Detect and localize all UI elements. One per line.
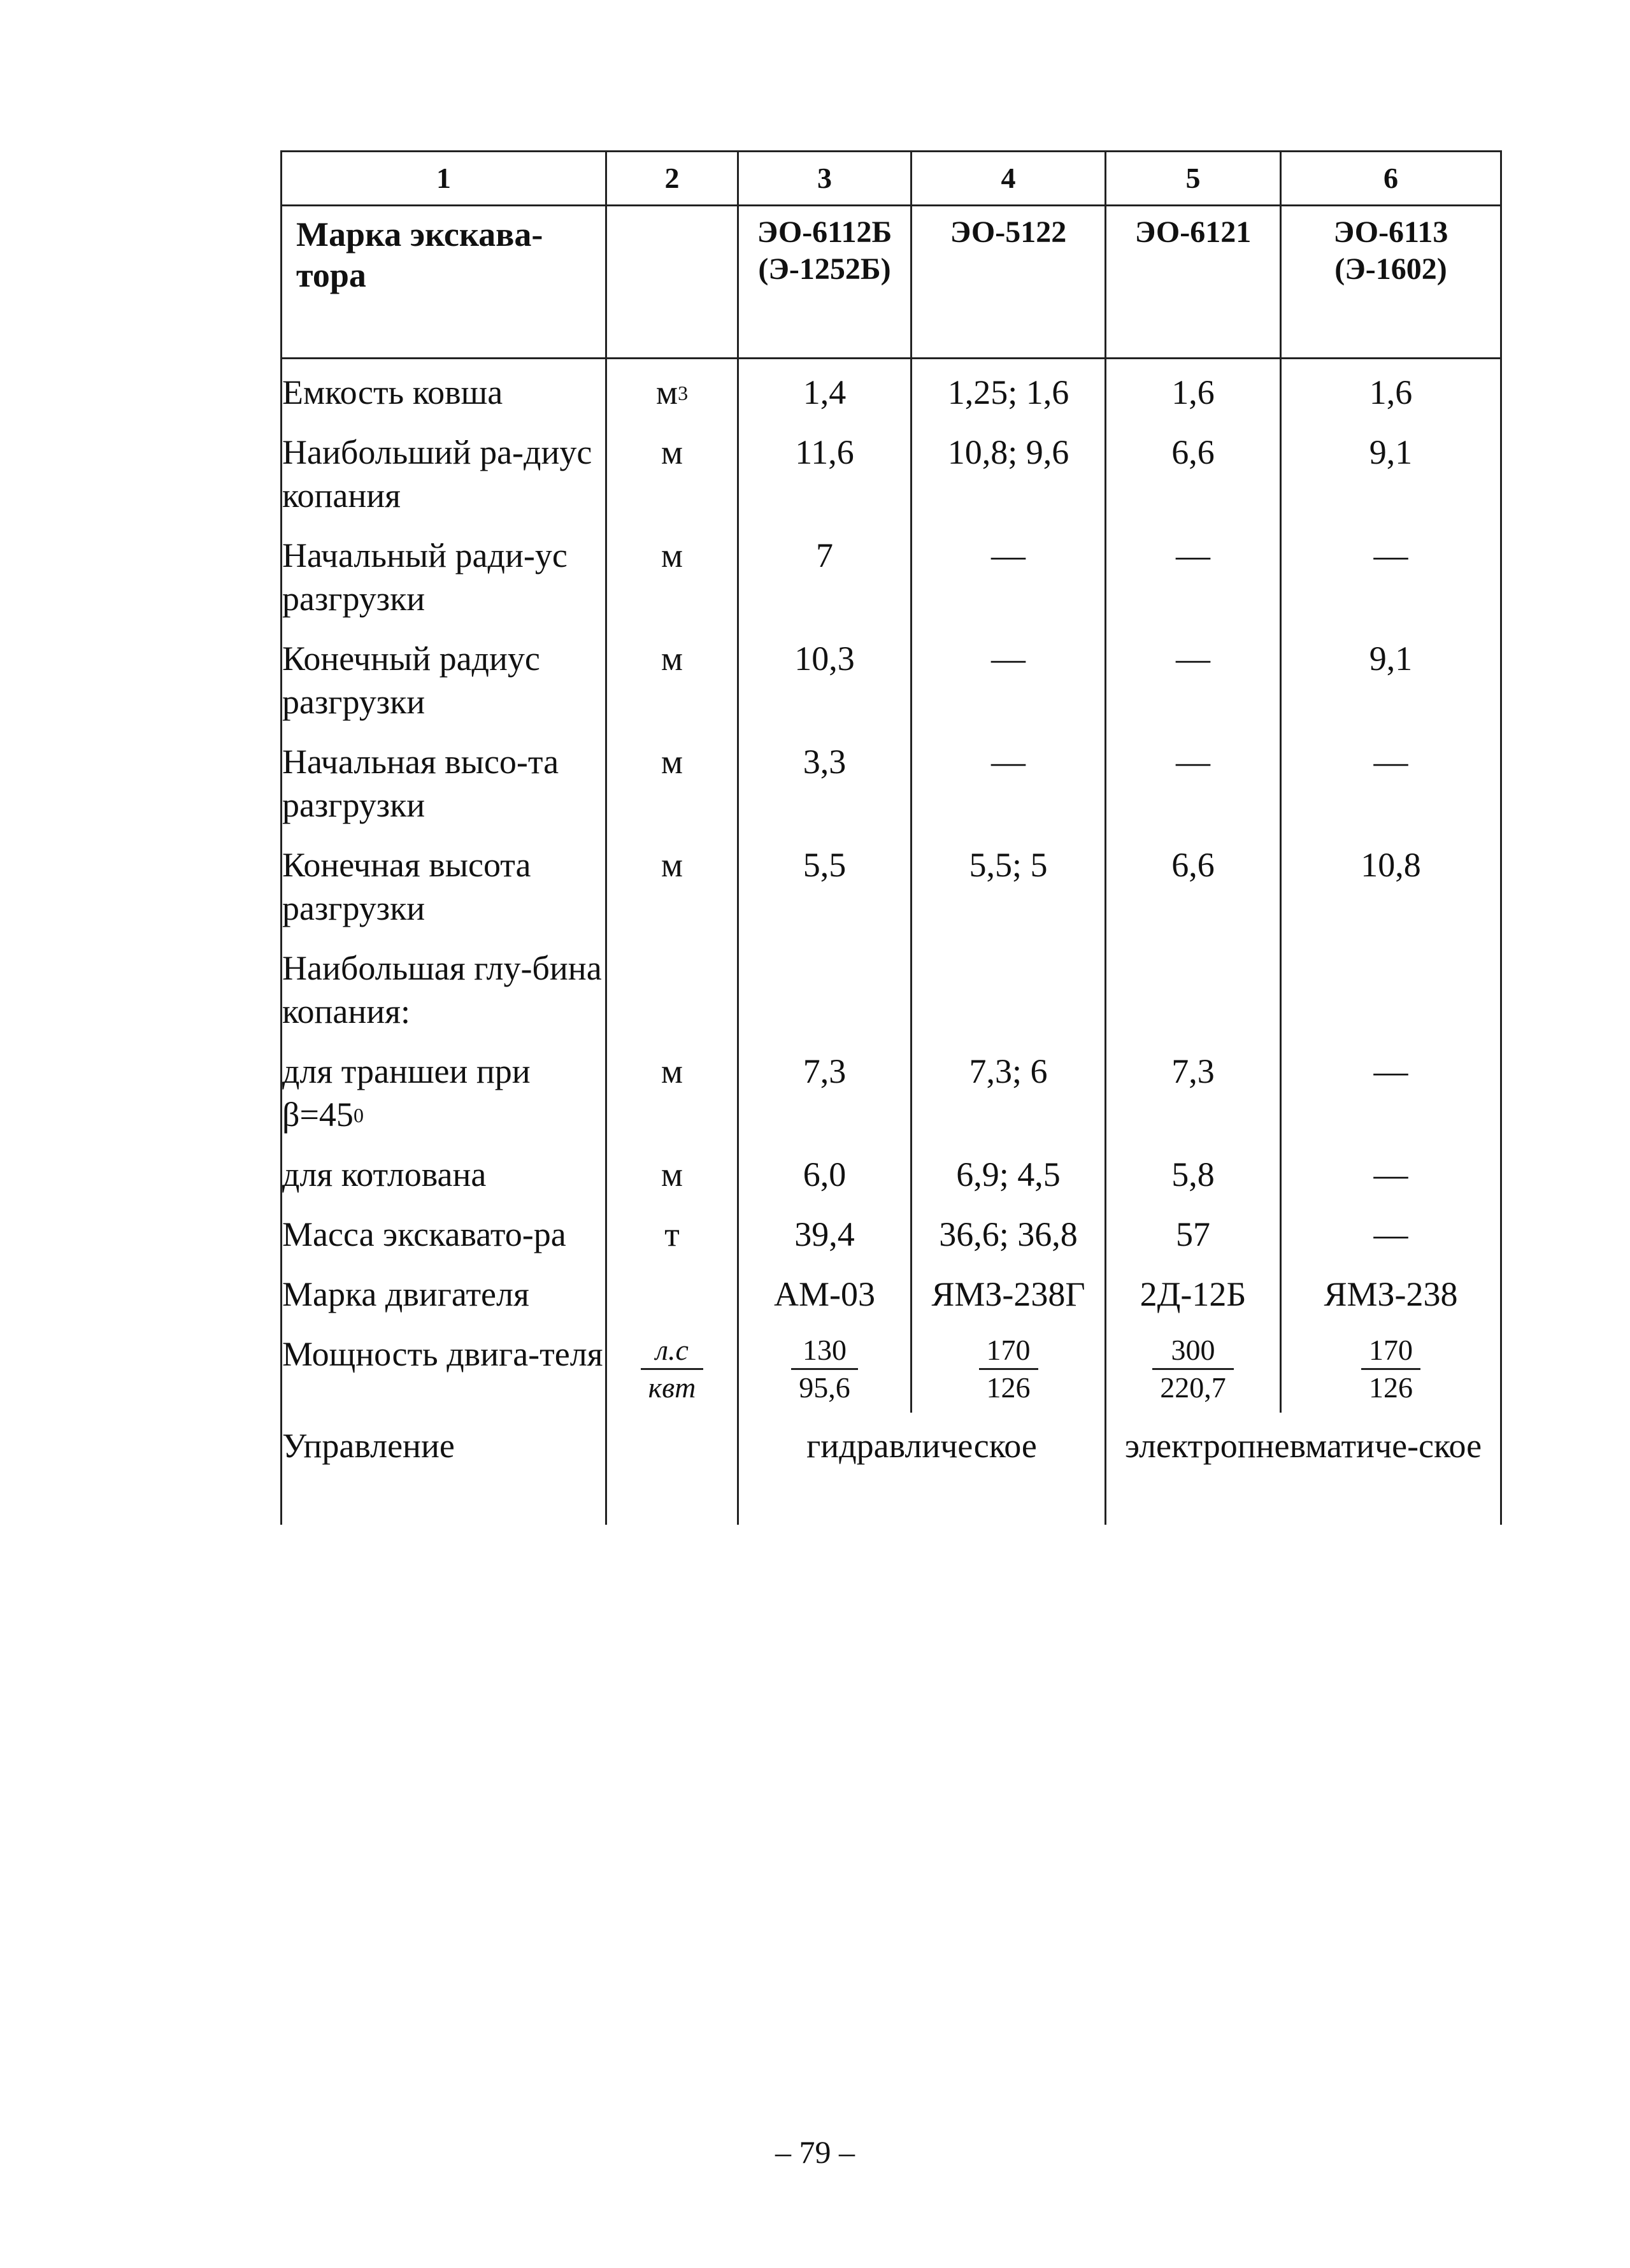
row-unit: $м^3$ <box>606 359 738 420</box>
table-cell <box>1281 1321 1501 1413</box>
fraction-denominator: 126 <box>986 1371 1031 1404</box>
table-row <box>282 359 1501 420</box>
table-cell: 5,8 <box>1106 1141 1281 1201</box>
row-unit: м <box>606 1141 738 1201</box>
table-cell: 11,6 <box>738 419 912 522</box>
table-cell <box>738 1321 912 1413</box>
row-label: Мощность двига-теля <box>282 1321 606 1413</box>
page-number: – 79 – <box>775 2134 855 2170</box>
table-cell: — <box>912 729 1106 832</box>
table-cell: 9,1 <box>1281 419 1501 522</box>
table-cell: 7,3 <box>738 1038 912 1141</box>
fraction-denominator: 95,6 <box>799 1371 850 1404</box>
value-fraction <box>979 1332 1038 1406</box>
table-cell: 10,8 <box>1281 832 1501 935</box>
fraction-numerator: л.с <box>641 1332 704 1370</box>
empty-cell <box>606 935 738 1038</box>
column-number-row <box>282 152 1501 206</box>
table-row <box>282 832 1501 935</box>
row-unit: м <box>606 1038 738 1141</box>
brand-name: ЭО-6112Б (Э-1252Б) <box>738 206 912 359</box>
row-label: Конечная высота разгрузки <box>282 832 606 935</box>
column-number: 3 <box>738 152 912 206</box>
depth-heading-row <box>282 935 1501 1038</box>
row-label: Марка двигателя <box>282 1261 606 1321</box>
table-row <box>282 1413 1501 1525</box>
value-fraction <box>791 1332 858 1406</box>
table-cell: 57 <box>1106 1201 1281 1261</box>
column-number: 4 <box>912 152 1106 206</box>
empty-cell <box>912 935 1106 1038</box>
table-cell: 5,5; 5 <box>912 832 1106 935</box>
empty-cell <box>1281 935 1501 1038</box>
table-row <box>282 522 1501 625</box>
table-cell: — <box>1281 1201 1501 1261</box>
table-row <box>282 1141 1501 1201</box>
fraction-numerator: 170 <box>1361 1332 1420 1370</box>
table-cell: 36,6; 36,8 <box>912 1201 1106 1261</box>
table-cell: 10,8; 9,6 <box>912 419 1106 522</box>
table-cell: 5,5 <box>738 832 912 935</box>
table-cell: — <box>1106 522 1281 625</box>
table-cell: — <box>1106 729 1281 832</box>
brand-unit-cell <box>606 206 738 359</box>
table-row <box>282 1038 1501 1141</box>
table-row <box>282 625 1501 729</box>
empty-cell <box>1106 935 1281 1038</box>
row-unit: м <box>606 729 738 832</box>
row-unit: м <box>606 522 738 625</box>
table-cell: 1,4 <box>738 359 912 420</box>
row-unit <box>606 1261 738 1321</box>
table-cell: 9,1 <box>1281 625 1501 729</box>
row-unit <box>606 1413 738 1525</box>
empty-cell <box>738 935 912 1038</box>
table-row <box>282 1261 1501 1321</box>
table-cell: 7 <box>738 522 912 625</box>
table-row <box>282 419 1501 522</box>
table-cell: — <box>1281 1038 1501 1141</box>
row-label: для котлована <box>282 1141 606 1201</box>
table-cell: 6,9; 4,5 <box>912 1141 1106 1201</box>
table-row <box>282 1201 1501 1261</box>
row-label: Управление <box>282 1413 606 1525</box>
fraction-numerator: 170 <box>979 1332 1038 1370</box>
table-cell: 39,4 <box>738 1201 912 1261</box>
column-number: 2 <box>606 152 738 206</box>
table-cell: 3,3 <box>738 729 912 832</box>
row-label: Начальная высо-та разгрузки <box>282 729 606 832</box>
table-cell: — <box>1281 522 1501 625</box>
brand-name: ЭО-5122 <box>912 206 1106 359</box>
control-hydraulic: гидравлическое <box>738 1413 1106 1525</box>
table-cell: 6,6 <box>1106 419 1281 522</box>
label-superscript: 0 <box>353 1104 364 1127</box>
column-number: 5 <box>1106 152 1281 206</box>
table-row <box>282 729 1501 832</box>
table-cell: — <box>1106 625 1281 729</box>
unit-fraction <box>641 1332 704 1406</box>
table-cell: 10,3 <box>738 625 912 729</box>
row-label: Масса экскавато-ра <box>282 1201 606 1261</box>
table-cell: — <box>1281 1141 1501 1201</box>
row-unit: м <box>606 625 738 729</box>
row-label: Конечный радиус разгрузки <box>282 625 606 729</box>
row-label: Начальный ради-ус разгрузки <box>282 522 606 625</box>
value-fraction <box>1361 1332 1420 1406</box>
excavator-spec-table <box>280 150 1502 1525</box>
column-number: 6 <box>1281 152 1501 206</box>
table-cell: 6,6 <box>1106 832 1281 935</box>
fraction-denominator: квт <box>648 1371 696 1404</box>
table-cell: 1,6 <box>1106 359 1281 420</box>
table-cell: — <box>1281 729 1501 832</box>
unit-superscript: 3 <box>678 382 689 404</box>
table-cell: 7,3; 6 <box>912 1038 1106 1141</box>
brand-row <box>282 206 1501 359</box>
table-cell: 2Д-12Б <box>1106 1261 1281 1321</box>
depth-heading: Наибольшая глу-бина копания: <box>282 935 606 1038</box>
brand-label: Марка экскава-тора <box>282 206 606 359</box>
table-cell: 6,0 <box>738 1141 912 1201</box>
table-row <box>282 1321 1501 1413</box>
table-cell: АМ-03 <box>738 1261 912 1321</box>
table-cell: 1,6 <box>1281 359 1501 420</box>
row-unit: м <box>606 832 738 935</box>
fraction-numerator: 130 <box>791 1332 858 1370</box>
table-cell <box>912 1321 1106 1413</box>
brand-name: ЭО-6121 <box>1106 206 1281 359</box>
control-electro: электропневматиче-ское <box>1106 1413 1501 1525</box>
fraction-numerator: 300 <box>1152 1332 1234 1370</box>
table-cell: — <box>912 522 1106 625</box>
table-cell: ЯМЗ-238 <box>1281 1261 1501 1321</box>
fraction-denominator: 126 <box>1369 1371 1413 1404</box>
row-label: для траншеи при $\beta=45^0$ <box>282 1038 606 1141</box>
row-unit: м <box>606 419 738 522</box>
table-cell: 1,25; 1,6 <box>912 359 1106 420</box>
table-cell: — <box>912 625 1106 729</box>
row-label: Емкость ковша <box>282 359 606 420</box>
row-unit <box>606 1321 738 1413</box>
row-label: Наибольший ра-диус копания <box>282 419 606 522</box>
table-cell: ЯМЗ-238Г <box>912 1261 1106 1321</box>
fraction-denominator: 220,7 <box>1160 1371 1226 1404</box>
value-fraction <box>1152 1332 1234 1406</box>
table-cell <box>1106 1321 1281 1413</box>
brand-name: ЭО-6113 (Э-1602) <box>1281 206 1501 359</box>
row-unit: т <box>606 1201 738 1261</box>
table-cell: 7,3 <box>1106 1038 1281 1141</box>
column-number: 1 <box>282 152 606 206</box>
